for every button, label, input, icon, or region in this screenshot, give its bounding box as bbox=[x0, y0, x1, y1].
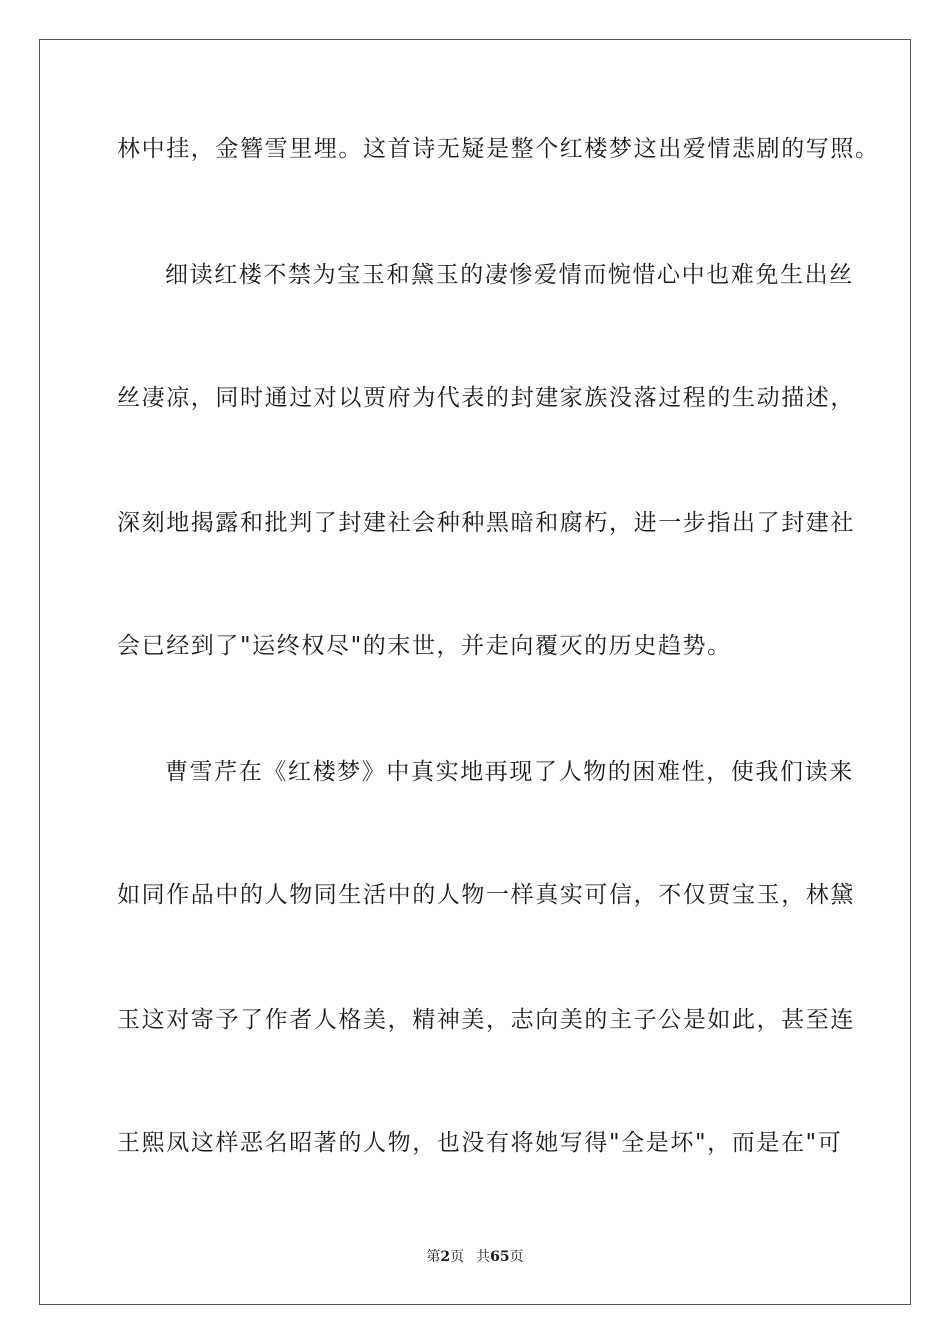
page-number: 2 bbox=[440, 1249, 451, 1265]
total-pages: 65 bbox=[490, 1249, 510, 1265]
text-line-2: 细读红楼不禁为宝玉和黛玉的凄惨爱情而惋惜心中也难免生出丝 bbox=[165, 262, 854, 288]
page-prefix: 第 bbox=[426, 1249, 441, 1265]
text-line-6: 曹雪芹在《红楼梦》中真实地再现了人物的困难性，使我们读来 bbox=[165, 759, 854, 785]
text-line-4: 深刻地揭露和批判了封建社会种种黑暗和腐朽，进一步指出了封建社 bbox=[117, 510, 855, 536]
text-line-1: 林中挂，金簪雪里埋。这首诗无疑是整个红楼梦这出爱情悲剧的写照。 bbox=[117, 136, 880, 162]
text-line-3: 丝凄凉，同时通过对以贾府为代表的封建家族没落过程的生动描述， bbox=[117, 385, 855, 411]
text-line-5: 会已经到了"运终权尽"的末世，并走向覆灭的历史趋势。 bbox=[117, 633, 732, 659]
text-line-7: 如同作品中的人物同生活中的人物一样真实可信，不仅贾宝玉，林黛 bbox=[117, 882, 855, 908]
text-line-8: 玉这对寄予了作者人格美，精神美，志向美的主子公是如此，甚至连 bbox=[117, 1007, 855, 1033]
page-border bbox=[39, 39, 911, 1305]
total-suffix: 页 bbox=[509, 1249, 524, 1265]
total-prefix: 共 bbox=[476, 1249, 491, 1265]
page-footer bbox=[0, 1248, 950, 1266]
page-suffix: 页 bbox=[450, 1249, 465, 1265]
text-line-9: 王熙凤这样恶名昭著的人物，也没有将她写得"全是坏"，而是在"可 bbox=[117, 1130, 843, 1156]
